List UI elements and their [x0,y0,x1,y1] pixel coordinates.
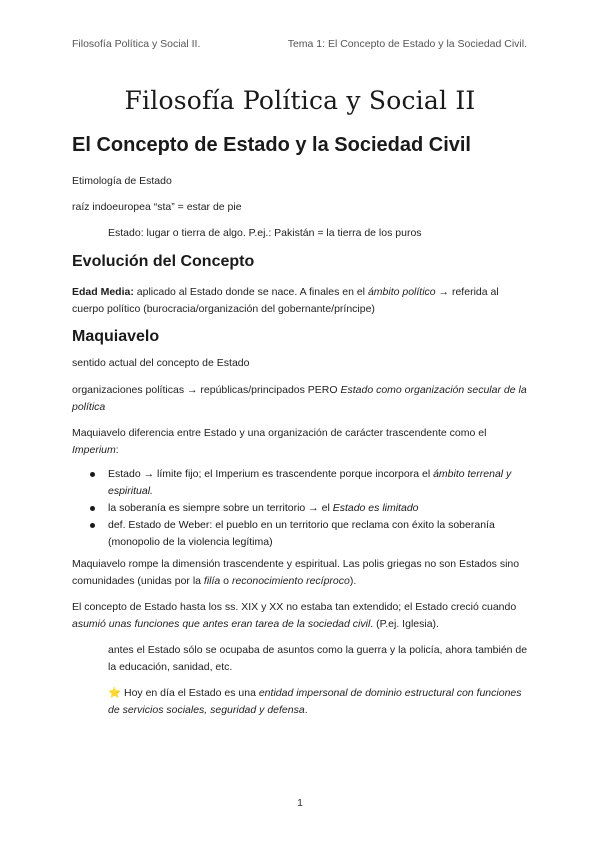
edad-media-label: Edad Media: [72,286,134,298]
bullet-2-italic: Estado es limitado [332,502,419,514]
etimologia-label: Etimología de Estado [72,175,172,187]
p7-end: . [304,704,308,716]
p5-italic: asumió unas funciones que antes eran tarea de la sociedad civil [72,618,371,630]
list-item [72,500,532,517]
maquiavelo-p5 [72,599,532,633]
running-header-left: Filosofía Política y Social II. [72,38,201,50]
heading-concepto-estado: El Concepto de Estado y la Sociedad Civil [72,134,471,156]
maquiavelo-p2 [72,382,532,416]
p2-italic: Estado como organización secular de la política [72,384,527,413]
p3-text: Maquiavelo diferencia entre Estado y una organización de carácter trascendente como el [72,427,487,439]
maquiavelo-p6: antes el Estado sólo se ocupaba de asuntos como la guerra y la policía, ahora también de la educación, sanidad, etc. [108,644,528,673]
heading-evolucion: Evolución del Concepto [72,253,255,270]
p3-end: : [115,444,119,456]
edad-media-paragraph [72,284,532,318]
p4-text-2: o [220,575,232,587]
p4-text-3: ). [349,575,357,587]
edad-media-italic: ámbito político [367,286,436,298]
maquiavelo-p4 [72,556,532,590]
bullet-1-italic: ámbito terrenal y espiritual. [108,468,512,497]
bullet-2-text: la soberanía es siempre sobre un territorio → el [108,502,333,514]
p4-italic-1: filía [203,575,221,587]
list-item [72,466,532,500]
list-item [72,517,532,551]
star-icon: ⭐ [108,687,122,699]
bullet-3-text: def. Estado de Weber: el pueblo en un territorio que reclama con éxito la soberanía (monopolio de la violencia legítima) [108,519,495,548]
maquiavelo-p1: sentido actual del concepto de Estado [72,357,250,369]
page-number: 1 [297,797,303,809]
p7-italic: entidad impersonal de dominio estructural con funciones de servicios sociales, seguridad y defensa [108,687,522,716]
edad-media-text-1: aplicado al Estado donde se nace. A finales en el [133,286,368,298]
heading-maquiavelo: Maquiavelo [72,328,160,345]
p5-text-1: El concepto de Estado hasta los ss. XIX y XX no estaba tan extendido; el Estado creció cuando [72,601,517,613]
bullet-dot-icon [90,523,95,528]
bullet-dot-icon [90,472,95,477]
estado-definition: Estado: lugar o tierra de algo. P.ej.: Pakistán = la tierra de los puros [108,227,422,239]
p4-italic-2: reconocimiento recíproco [231,575,350,587]
bullet-1-text: Estado → límite fijo; el Imperium es trascendente porque incorpora el [108,468,434,480]
document-title: Filosofía Política y Social II [124,86,476,115]
p2-text: organizaciones políticas → repúblicas/principados PERO [72,384,341,396]
p5-text-2: . (P.ej. Iglesia). [370,618,439,630]
maquiavelo-p3 [72,425,532,459]
raiz-line: raíz indoeuropea “sta” = estar de pie [72,201,242,213]
maquiavelo-p7 [108,685,532,719]
running-header-right: Tema 1: El Concepto de Estado y la Sociedad Civil. [287,38,527,50]
edad-media-text-2: → referida al cuerpo político (burocracia/organización del gobernante/príncipe) [72,286,499,315]
maquiavelo-bullet-list [72,466,532,551]
bullet-dot-icon [90,506,95,511]
p7-text: Hoy en día el Estado es una [121,687,259,699]
p3-italic: Imperium [72,444,116,456]
p4-text-1: Maquiavelo rompe la dimensión trascendente y espiritual. Las polis griegas no son Estados sino comunidades (unidas por la [72,558,520,587]
